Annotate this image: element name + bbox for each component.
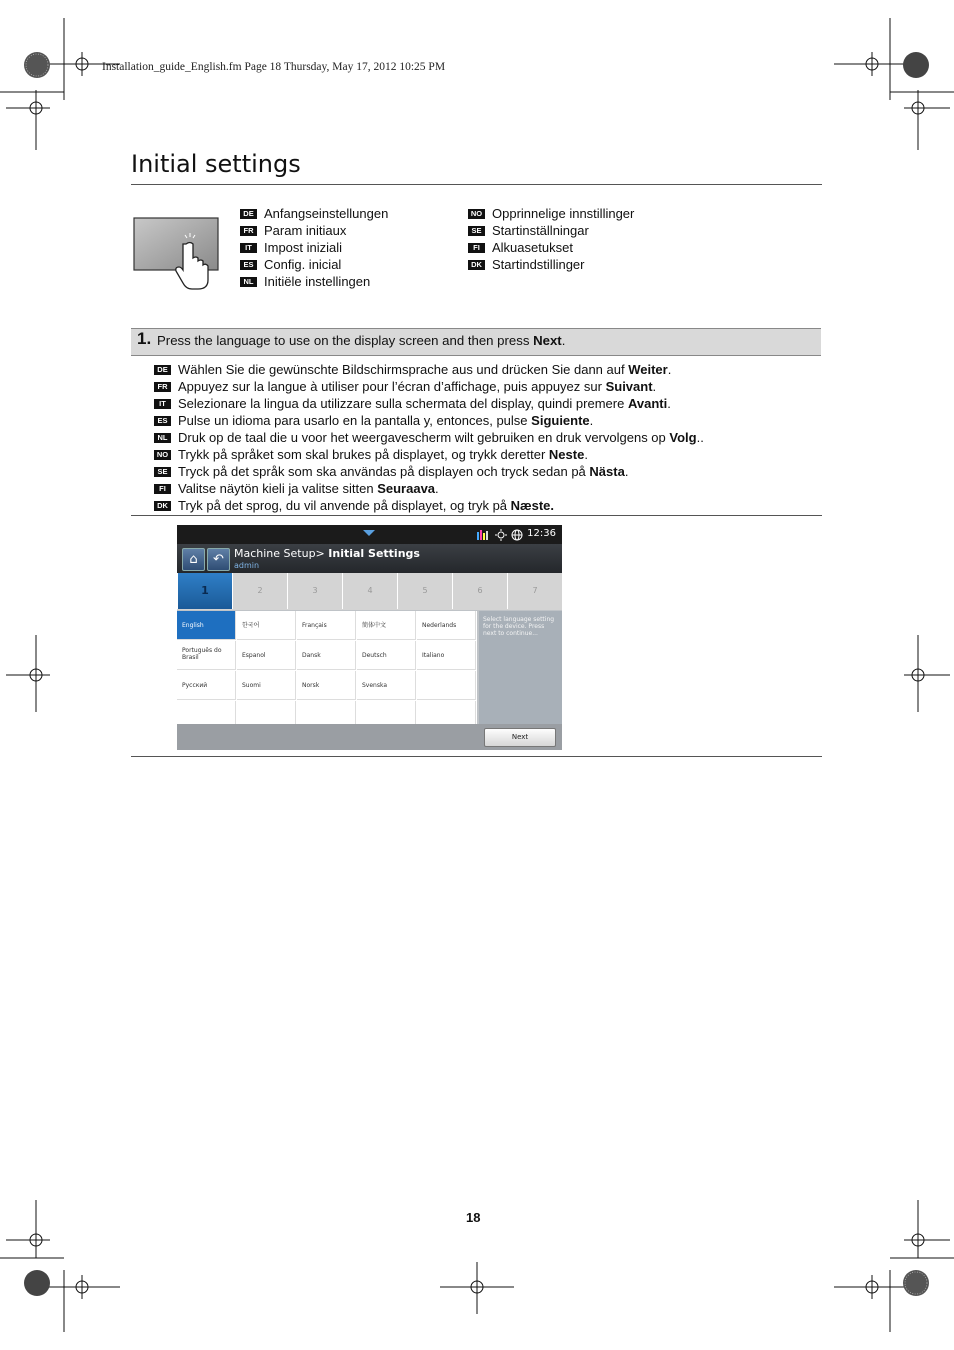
translation-keyword: Næste. (510, 498, 555, 513)
overview-text: Param initiaux (264, 223, 347, 238)
translation-keyword: Volg (669, 430, 697, 445)
hint-panel: Select language setting for the device. Press next to continue... (479, 611, 562, 724)
step-instruction (157, 333, 565, 348)
title-bar (177, 544, 562, 573)
wizard-step-4[interactable]: 4 (342, 573, 397, 609)
lang-code-badge: IT (240, 243, 257, 253)
translation-line (154, 362, 671, 377)
overview-item (240, 257, 341, 272)
translation-text-end: . (652, 379, 657, 394)
section-end-rule (131, 756, 822, 757)
overview-item (468, 240, 573, 255)
translation-keyword: Avanti (627, 396, 668, 411)
home-button[interactable] (182, 548, 205, 571)
lang-code-badge: NO (468, 209, 485, 219)
translation-text: Appuyez sur la langue à utiliser pour l’écran d’affichage, puis appuyez sur (178, 379, 606, 394)
chevron-down-icon[interactable] (362, 528, 376, 538)
translation-keyword: Weiter (628, 362, 668, 377)
lang-code-badge: DE (154, 365, 171, 375)
footer-bar (177, 724, 562, 750)
overview-item (240, 240, 342, 255)
lang-code-badge: SE (154, 467, 171, 477)
overview-text: Impost iniziali (264, 240, 343, 255)
wizard-step-7[interactable]: 7 (507, 573, 562, 609)
overview-item (240, 274, 370, 289)
translation-text-end: . (435, 481, 439, 496)
touch-screen-icon (133, 216, 221, 290)
lang-code-badge: DE (240, 209, 257, 219)
overview-item (468, 257, 585, 272)
title-path: Machine Setup> (234, 547, 329, 560)
back-button[interactable] (207, 548, 230, 571)
back-arrow-icon: ↶ (213, 552, 224, 567)
page-number: 18 (466, 1210, 481, 1225)
step-number: 1. (137, 329, 152, 348)
next-button[interactable]: Next (484, 728, 556, 747)
lang-code-badge: DK (468, 260, 485, 270)
toner-icon (477, 530, 488, 540)
translation-text: Trykk på språket som skal brukes på displayet, og trykk deretter (178, 447, 549, 462)
language-option[interactable]: Italiano (417, 641, 476, 670)
overview-item (468, 223, 589, 238)
language-option[interactable]: Português do Brasil (177, 641, 236, 670)
language-grid (177, 611, 477, 724)
overview-item (240, 206, 388, 221)
language-option[interactable]: Suomi (237, 671, 296, 700)
lang-code-badge: NO (154, 450, 171, 460)
translation-line (154, 498, 554, 513)
translation-text-end: . (667, 396, 671, 411)
brightness-icon (495, 529, 507, 541)
language-option[interactable]: English (177, 611, 236, 640)
page-title: Initial settings (131, 150, 301, 178)
translation-keyword: Siguiente (531, 413, 590, 428)
translation-text-end: . (624, 464, 629, 479)
overview-text: Opprinnelige innstillinger (492, 206, 635, 221)
wizard-steps (177, 573, 562, 610)
status-icons (477, 529, 529, 541)
translation-text-end: .. (696, 430, 704, 445)
translation-text-end: . (667, 362, 672, 377)
language-option[interactable]: Svenska (357, 671, 416, 700)
lang-code-badge: NL (154, 433, 171, 443)
translation-text-end: . (589, 413, 594, 428)
overview-text: Config. inicial (264, 257, 342, 272)
overview-item (240, 223, 346, 238)
translation-text: Selezionare la lingua da utilizzare sulla schermata del display, quindi premere (178, 396, 628, 411)
translation-line (154, 481, 439, 496)
wizard-step-1[interactable]: 1 (177, 573, 232, 609)
home-icon: ⌂ (189, 552, 198, 567)
user-name: admin (234, 561, 260, 570)
translation-text: Druk op de taal die u voor het weergavescherm wilt gebruiken en druk vervolgens op (178, 430, 670, 445)
translation-text: Tryck på det språk som ska användas på displayen och tryck sedan på (178, 464, 590, 479)
translation-text: Valitse näytön kieli ja valitse sitten (178, 481, 378, 496)
translation-text: Tryk på det sprog, du vil anvende på displayet, og tryk på (178, 498, 511, 513)
lang-code-badge: FI (154, 484, 171, 494)
translation-line (154, 396, 671, 411)
wizard-step-5[interactable]: 5 (397, 573, 452, 609)
wizard-step-2[interactable]: 2 (232, 573, 287, 609)
language-option[interactable]: 한국어 (237, 611, 296, 640)
language-empty-cell (417, 671, 476, 700)
lang-code-badge: FR (240, 226, 257, 236)
title-rule (131, 184, 822, 185)
overview-text: Anfangseinstellungen (264, 206, 389, 221)
overview-text: Startindstillinger (492, 257, 585, 272)
translation-text-end: . (584, 447, 588, 462)
lang-code-badge: DK (154, 501, 171, 511)
step-text-end: . (561, 333, 566, 348)
overview-text: Startinställningar (492, 223, 589, 238)
lang-code-badge: NL (240, 277, 257, 287)
status-bar (177, 525, 562, 544)
lang-code-badge: SE (468, 226, 485, 236)
lang-code-badge: FI (468, 243, 485, 253)
translation-text: Pulse un idioma para usarlo en la pantalla y, entonces, pulse (178, 413, 532, 428)
language-option[interactable]: Espanol (237, 641, 296, 670)
translation-keyword: Suivant (605, 379, 653, 394)
language-option[interactable]: Français (297, 611, 356, 640)
overview-text: Alkuasetukset (492, 240, 573, 255)
translations-rule (131, 515, 822, 516)
translation-text: Wählen Sie die gewünschte Bildschirmsprache aus und drücken Sie dann auf (178, 362, 629, 377)
language-option[interactable]: Deutsch (357, 641, 416, 670)
screen-title (234, 547, 420, 560)
wizard-step-3[interactable]: 3 (287, 573, 342, 609)
overview-item (468, 206, 634, 221)
lang-code-badge: ES (240, 260, 257, 270)
translation-keyword: Seuraava (377, 481, 436, 496)
lang-code-badge: ES (154, 416, 171, 426)
globe-icon (512, 530, 522, 540)
translation-line (154, 379, 656, 394)
clock: 12:36 (527, 528, 556, 539)
device-screenshot (177, 525, 562, 750)
step-1-box (131, 328, 821, 356)
file-header: Installation_guide_English.fm Page 18 Thursday, May 17, 2012 10:25 PM (102, 61, 446, 73)
step-text: Press the language to use on the display screen and then press (157, 333, 534, 348)
step-next-keyword: Next (533, 333, 562, 348)
translation-line (154, 464, 628, 479)
wizard-step-6[interactable]: 6 (452, 573, 507, 609)
translation-keyword: Nästa (589, 464, 625, 479)
translation-line (154, 430, 704, 445)
translation-line (154, 413, 593, 428)
language-option[interactable]: Norsk (297, 671, 356, 700)
translation-line (154, 447, 588, 462)
title-current: Initial Settings (328, 547, 420, 560)
language-option[interactable]: Nederlands (417, 611, 476, 640)
lang-code-badge: IT (154, 399, 171, 409)
language-option[interactable]: Dansk (297, 641, 356, 670)
language-option[interactable]: 簡体中文 (357, 611, 416, 640)
language-option[interactable]: Русский (177, 671, 236, 700)
translation-keyword: Neste (548, 447, 585, 462)
overview-text: Initiële instellingen (264, 274, 371, 289)
lang-code-badge: FR (154, 382, 171, 392)
